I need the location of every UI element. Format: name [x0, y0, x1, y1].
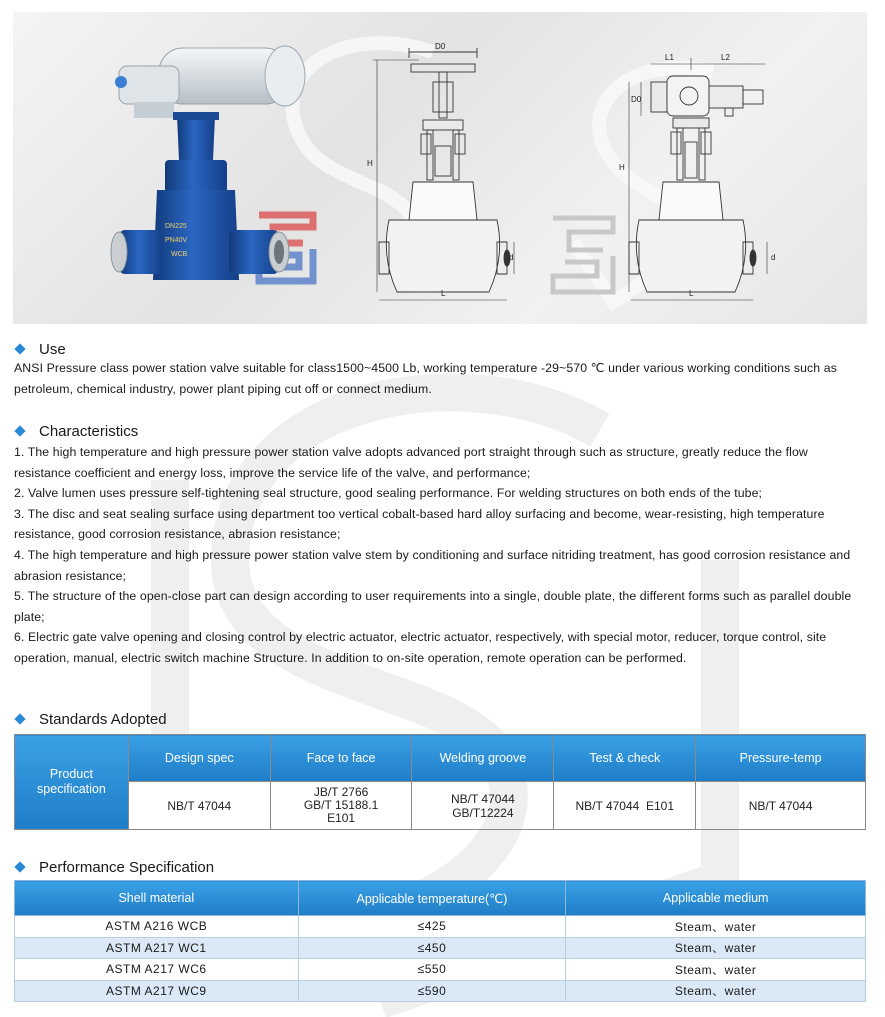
col-header: Applicable temperature(℃) [298, 881, 566, 916]
dim-l2: L2 [721, 53, 730, 62]
performance-heading [14, 857, 214, 877]
characteristic-item: 2. Valve lumen uses pressure self-tightening seal structure, good sealing performance. For welding structures on both ends of the tube; [14, 486, 763, 501]
col-header: Face to face [270, 735, 412, 782]
col-header: Test & check [554, 735, 696, 782]
dim-d0: D0 [435, 42, 446, 51]
dim-h: H [367, 159, 373, 168]
valve-marking-3: WCB [171, 251, 188, 258]
table-row [15, 937, 866, 959]
bullet-diamond-icon [14, 343, 25, 354]
table-row [15, 959, 866, 981]
use-text: ANSI Pressure class power station valve suitable for class1500~4500 Lb, working temperature -29~570 ℃ under various working conditions such as petroleum, chemical industry, power plant piping cut off or connect medium. [14, 361, 837, 396]
valve-marking-2: PN40V [165, 237, 188, 244]
face-to-face-line: E101 [327, 811, 356, 825]
valve-marking-1: DN225 [165, 223, 187, 230]
col-header: Pressure-temp [696, 735, 866, 782]
face-to-face-line: GB/T 15188.1 [303, 798, 379, 812]
performance-table [14, 880, 866, 1002]
dim-l: L [441, 289, 446, 298]
table-row [15, 916, 866, 938]
dim-l-2: L [689, 289, 694, 298]
use-paragraph [14, 358, 866, 399]
temperature-cell: ≤450 [298, 937, 566, 959]
welding-groove-value [412, 782, 554, 830]
standards-heading [14, 709, 167, 729]
medium-cell: Steam、water [566, 937, 866, 959]
use-heading [14, 339, 66, 359]
test-check-value: NB/T 47044 E101 [554, 782, 696, 830]
characteristic-item: 4. The high temperature and high pressure power station valve stem by conditioning and surface nitriding treatment, has good corrosion resistance and abrasion resistance; [14, 547, 851, 583]
medium-cell: Steam、water [566, 959, 866, 981]
use-title: Use [39, 340, 66, 358]
dim-h-2: H [619, 163, 625, 172]
valve-photo [99, 30, 319, 310]
temperature-cell: ≤590 [298, 980, 566, 1002]
product-spec-header [15, 735, 129, 830]
shell-material-cell: ASTM A216 WCB [15, 916, 299, 938]
bullet-diamond-icon [14, 861, 25, 872]
welding-groove-line: GB/T12224 [452, 805, 514, 820]
characteristic-item: 6. Electric gate valve opening and closing control by electric actuator, electric actuator, respectively, with special motor, reducer, torque control, site operation, manual, electric switch machine Structure. In addition to on-site operation, remote operation can be performed. [14, 630, 827, 665]
welding-groove-line: NB/T 47044 [450, 791, 515, 806]
dim-d0-2: D0 [631, 95, 642, 104]
technical-drawing-manual [359, 42, 519, 304]
dim-l1: L1 [665, 53, 674, 62]
medium-cell: Steam、water [566, 980, 866, 1002]
characteristic-item: 1. The high temperature and high pressure power station valve adopts advanced port straight through such as structure, greatly reduce the flow resistance coefficient and energy loss, improve the service life of the valve, and performance; [14, 445, 808, 480]
characteristic-item: 3. The disc and seat sealing surface using department too vertical cobalt-based hard alloy surfacing and become, wear-resisting, high temperature resistance, good corrosion resistance, abrasion resistance; [14, 506, 825, 542]
bullet-diamond-icon [14, 713, 25, 724]
design-spec-value: NB/T 47044 [128, 782, 270, 830]
product-spec-line1: Product [49, 767, 93, 781]
temperature-cell: ≤425 [298, 916, 566, 938]
shell-material-cell: ASTM A217 WC6 [15, 959, 299, 981]
col-header: Applicable medium [566, 881, 866, 916]
shell-material-cell: ASTM A217 WC9 [15, 980, 299, 1002]
face-to-face-line: JB/T 2766 [313, 785, 369, 799]
col-header: Design spec [128, 735, 270, 782]
performance-title: Performance Specification [39, 858, 215, 876]
col-header: Welding groove [412, 735, 554, 782]
product-spec-line2: specification [37, 782, 106, 796]
product-banner [13, 12, 867, 324]
pressure-temp-value: NB/T 47044 [696, 782, 866, 830]
bullet-diamond-icon [14, 425, 25, 436]
standards-table [14, 734, 866, 830]
shell-material-cell: ASTM A217 WC1 [15, 937, 299, 959]
technical-drawing-electric [607, 42, 781, 304]
standards-title: Standards Adopted [39, 710, 167, 728]
temperature-cell: ≤550 [298, 959, 566, 981]
characteristic-item: 5. The structure of the open-close part can design according to user requirements into a single, double plate, the different forms such as parallel double plate; [14, 589, 852, 624]
dim-d: d [509, 253, 514, 262]
characteristics-title: Characteristics [39, 422, 139, 440]
col-header: Shell material [15, 881, 299, 916]
table-row [15, 980, 866, 1002]
characteristics-list [14, 442, 866, 669]
dim-d-2: d [771, 253, 776, 262]
characteristics-heading [14, 421, 138, 441]
medium-cell: Steam、water [566, 916, 866, 938]
face-to-face-value [270, 782, 412, 830]
